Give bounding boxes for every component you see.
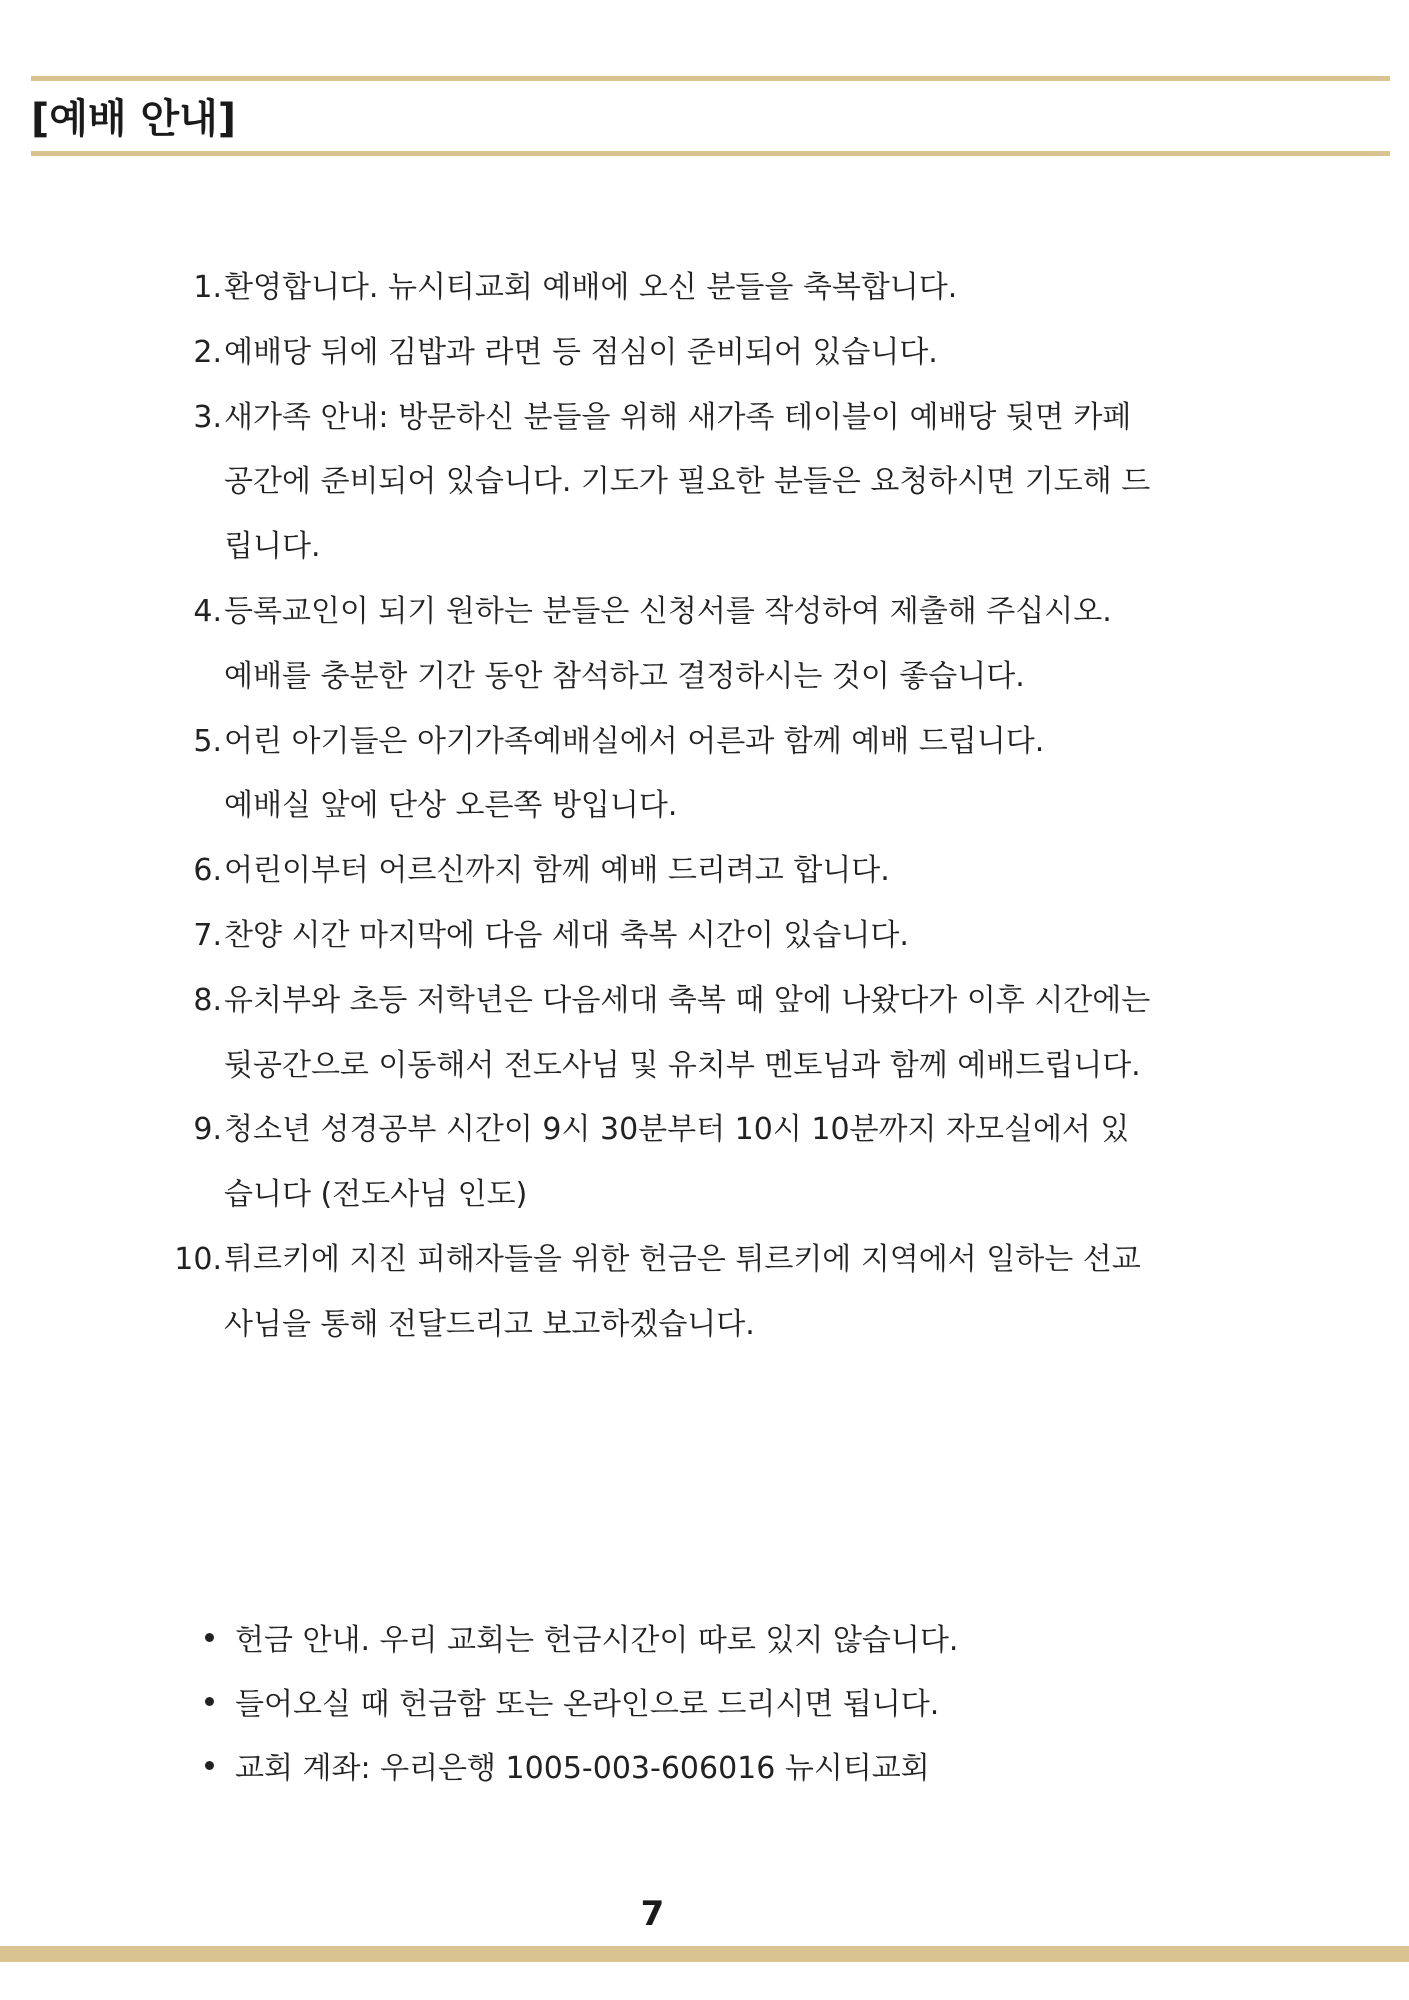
notice-line: 등록교인이 되기 원하는 분들은 신청서를 작성하여 제출해 주십시오. <box>224 593 1112 629</box>
header-bottom-rule <box>31 151 1390 156</box>
notice-line: 튀르키에 지진 피해자들을 위한 헌금은 튀르키에 지역에서 일하는 선교 <box>224 1241 1141 1277</box>
notice-text <box>222 321 1260 386</box>
footer-band <box>0 1946 1409 1962</box>
offering-text: 헌금 안내. 우리 교회는 헌금시간이 따로 있지 않습니다. <box>235 1623 959 1658</box>
notice-text <box>222 904 1260 969</box>
notice-line: 어린이부터 어르신까지 함께 예배 드리려고 합니다. <box>224 853 890 889</box>
bullet-dot-icon <box>205 1761 214 1770</box>
offering-item <box>205 1669 1305 1733</box>
notice-item <box>160 386 1260 580</box>
offering-item <box>205 1733 1305 1797</box>
notice-item <box>160 580 1260 710</box>
notice-line: 습니다 (전도사님 인도) <box>224 1177 528 1213</box>
notice-number: 10. <box>174 1241 222 1277</box>
notice-line: 예배실 앞에 단상 오른쪽 방입니다. <box>224 788 678 824</box>
notice-text <box>222 1228 1260 1358</box>
notice-number: 5. <box>193 723 222 759</box>
notice-number: 3. <box>193 399 222 435</box>
notice-text <box>222 386 1260 580</box>
notice-item <box>160 904 1260 969</box>
notice-text <box>222 839 1260 904</box>
notice-item <box>160 969 1260 1099</box>
notice-line: 뒷공간으로 이동해서 전도사님 및 유치부 멘토님과 함께 예배드립니다. <box>224 1047 1141 1083</box>
notice-line: 환영합니다. 뉴시티교회 예배에 오신 분들을 축복합니다. <box>224 270 958 305</box>
offering-text: 교회 계좌: 우리은행 1005-003-606016 뉴시티교회 <box>235 1751 930 1786</box>
offering-item <box>205 1605 1305 1669</box>
page-title: [예배 안내] <box>31 96 237 142</box>
notice-line: 유치부와 초등 저학년은 다음세대 축복 때 앞에 나왔다가 이후 시간에는 <box>224 982 1151 1018</box>
bullet-dot-icon <box>205 1633 214 1642</box>
notice-item <box>160 1098 1260 1228</box>
notice-item <box>160 321 1260 386</box>
notice-line: 새가족 안내: 방문하신 분들을 위해 새가족 테이블이 예배당 뒷면 카페 <box>224 399 1132 435</box>
notice-item <box>160 839 1260 904</box>
notice-item <box>160 710 1260 840</box>
notice-number: 7. <box>193 917 222 953</box>
notice-list <box>160 256 1260 1358</box>
notice-line: 청소년 성경공부 시간이 9시 30분부터 10시 10분까지 자모실에서 있 <box>224 1112 1130 1148</box>
notice-line: 공간에 준비되어 있습니다. 기도가 필요한 분들은 요청하시면 기도해 드 <box>224 464 1151 500</box>
bullet-dot-icon <box>205 1697 214 1706</box>
notice-number: 4. <box>193 593 222 629</box>
notice-number: 6. <box>193 853 222 889</box>
notice-number: 8. <box>193 982 222 1018</box>
offering-text: 들어오실 때 헌금함 또는 온라인으로 드리시면 됩니다. <box>235 1687 940 1722</box>
header-top-rule <box>31 76 1390 81</box>
notice-line: 립니다. <box>224 529 321 565</box>
notice-line: 찬양 시간 마지막에 다음 세대 축복 시간이 있습니다. <box>224 917 909 953</box>
notice-text <box>222 1098 1260 1228</box>
page-number: 7 <box>640 1894 665 1934</box>
notice-text <box>222 256 1260 321</box>
notice-text <box>222 710 1260 840</box>
notice-line: 어린 아기들은 아기가족예배실에서 어른과 함께 예배 드립니다. <box>224 723 1045 759</box>
notice-text <box>222 580 1260 710</box>
notice-number: 1. <box>193 270 222 305</box>
notice-line: 사님을 통해 전달드리고 보고하겠습니다. <box>224 1306 755 1342</box>
notice-number: 9. <box>193 1112 222 1148</box>
notice-number: 2. <box>193 334 222 370</box>
notice-item <box>160 1228 1260 1358</box>
notice-line: 예배당 뒤에 김밥과 라면 등 점심이 준비되어 있습니다. <box>224 334 938 370</box>
notice-item <box>160 256 1260 321</box>
offering-list <box>205 1605 1305 1797</box>
notice-line: 예배를 충분한 기간 동안 참석하고 결정하시는 것이 좋습니다. <box>224 658 1025 694</box>
notice-text <box>222 969 1260 1099</box>
